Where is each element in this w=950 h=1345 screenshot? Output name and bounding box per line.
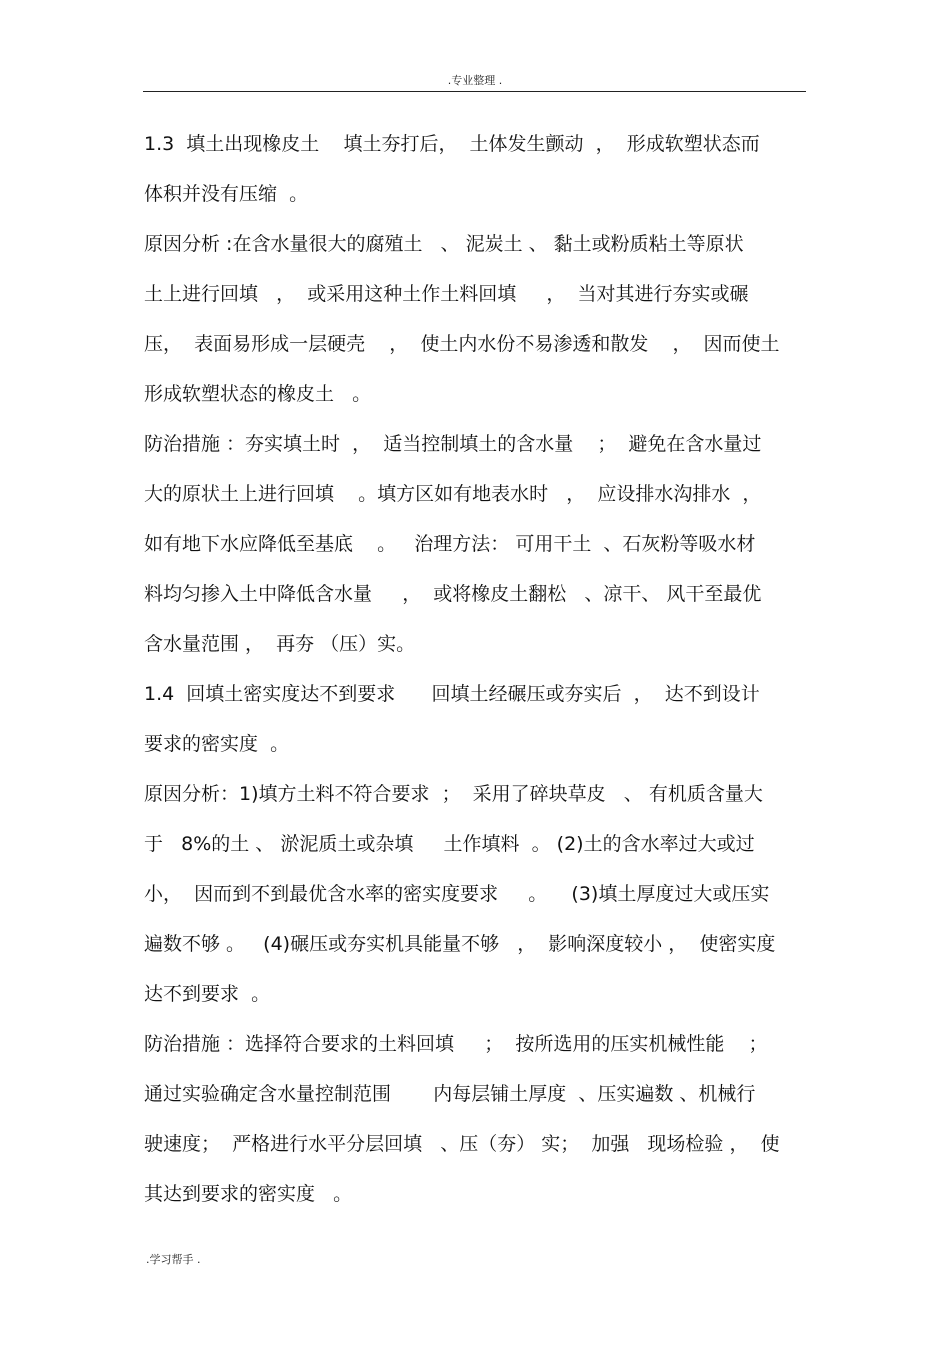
- text-line: 1.3 填土出现橡皮土 填土夯打后， 土体发生颤动 ， 形成软塑状态而: [144, 133, 760, 155]
- text-line: 压， 表面易形成一层硬壳 ， 使土内水份不易渗透和散发 ， 因而使土: [144, 333, 780, 355]
- text-line: 通过实验确定含水量控制范围 内每层铺土厚度 、压实遍数 、机械行: [144, 1083, 756, 1105]
- text-line: 达不到要求 。: [144, 983, 271, 1005]
- text-line: 原因分析：1)填方土料不符合要求 ； 采用了碎块草皮 、 有机质含量大: [144, 783, 763, 805]
- text-line: 含水量范围 ， 再夯 （压）实。: [144, 633, 416, 655]
- header-divider: [143, 91, 806, 92]
- text-line: 其达到要求的密实度 。: [144, 1183, 353, 1205]
- text-line: 大的原状土上进行回填 。填方区如有地表水时 ， 应设排水沟排水 ，: [144, 483, 762, 505]
- text-line: 原因分析 :在含水量很大的腐殖土 、 泥炭土 、 黏土或粉质粘土等原状: [144, 233, 744, 255]
- document-body: [144, 119, 808, 1219]
- page-header: .专业整理 .: [447, 74, 503, 87]
- text-line: 驶速度； 严格进行水平分层回填 、压（夯） 实； 加强 现场检验 ， 使: [144, 1133, 780, 1155]
- text-line: 料均匀掺入土中降低含水量 ， 或将橡皮土翻松 、凉干、 风干至最优: [144, 583, 762, 605]
- text-line: 如有地下水应降低至基底 。 治理方法： 可用干土 、石灰粉等吸水材: [144, 533, 756, 555]
- text-line: 小， 因而到不到最优含水率的密实度要求 。 (3)填土厚度过大或压实: [144, 883, 770, 905]
- text-line: 要求的密实度 。: [144, 733, 290, 755]
- text-line: 1.4 回填土密实度达不到要求 回填土经碾压或夯实后 ， 达不到设计: [144, 683, 760, 705]
- text-line: 形成软塑状态的橡皮土 。: [144, 383, 372, 405]
- text-line: 于 8%的土 、 淤泥质土或杂填 土作填料 。 (2)土的含水率过大或过: [144, 833, 755, 855]
- page-footer: .学习帮手 .: [146, 1253, 201, 1266]
- text-line: 体积并没有压缩 。: [144, 183, 309, 205]
- text-line: 防治措施 ：选择符合要求的土料回填 ； 按所选用的压实机械性能 ；: [144, 1033, 768, 1055]
- text-line: 防治措施 ：夯实填土时 ， 适当控制填土的含水量 ； 避免在含水量过: [144, 433, 762, 455]
- text-line: 遍数不够 。 (4)碾压或夯实机具能量不够 ， 影响深度较小 ， 使密实度: [144, 933, 776, 955]
- text-line: 土上进行回填 ， 或采用这种土作土料回填 ， 当对其进行夯实或碾: [144, 283, 749, 305]
